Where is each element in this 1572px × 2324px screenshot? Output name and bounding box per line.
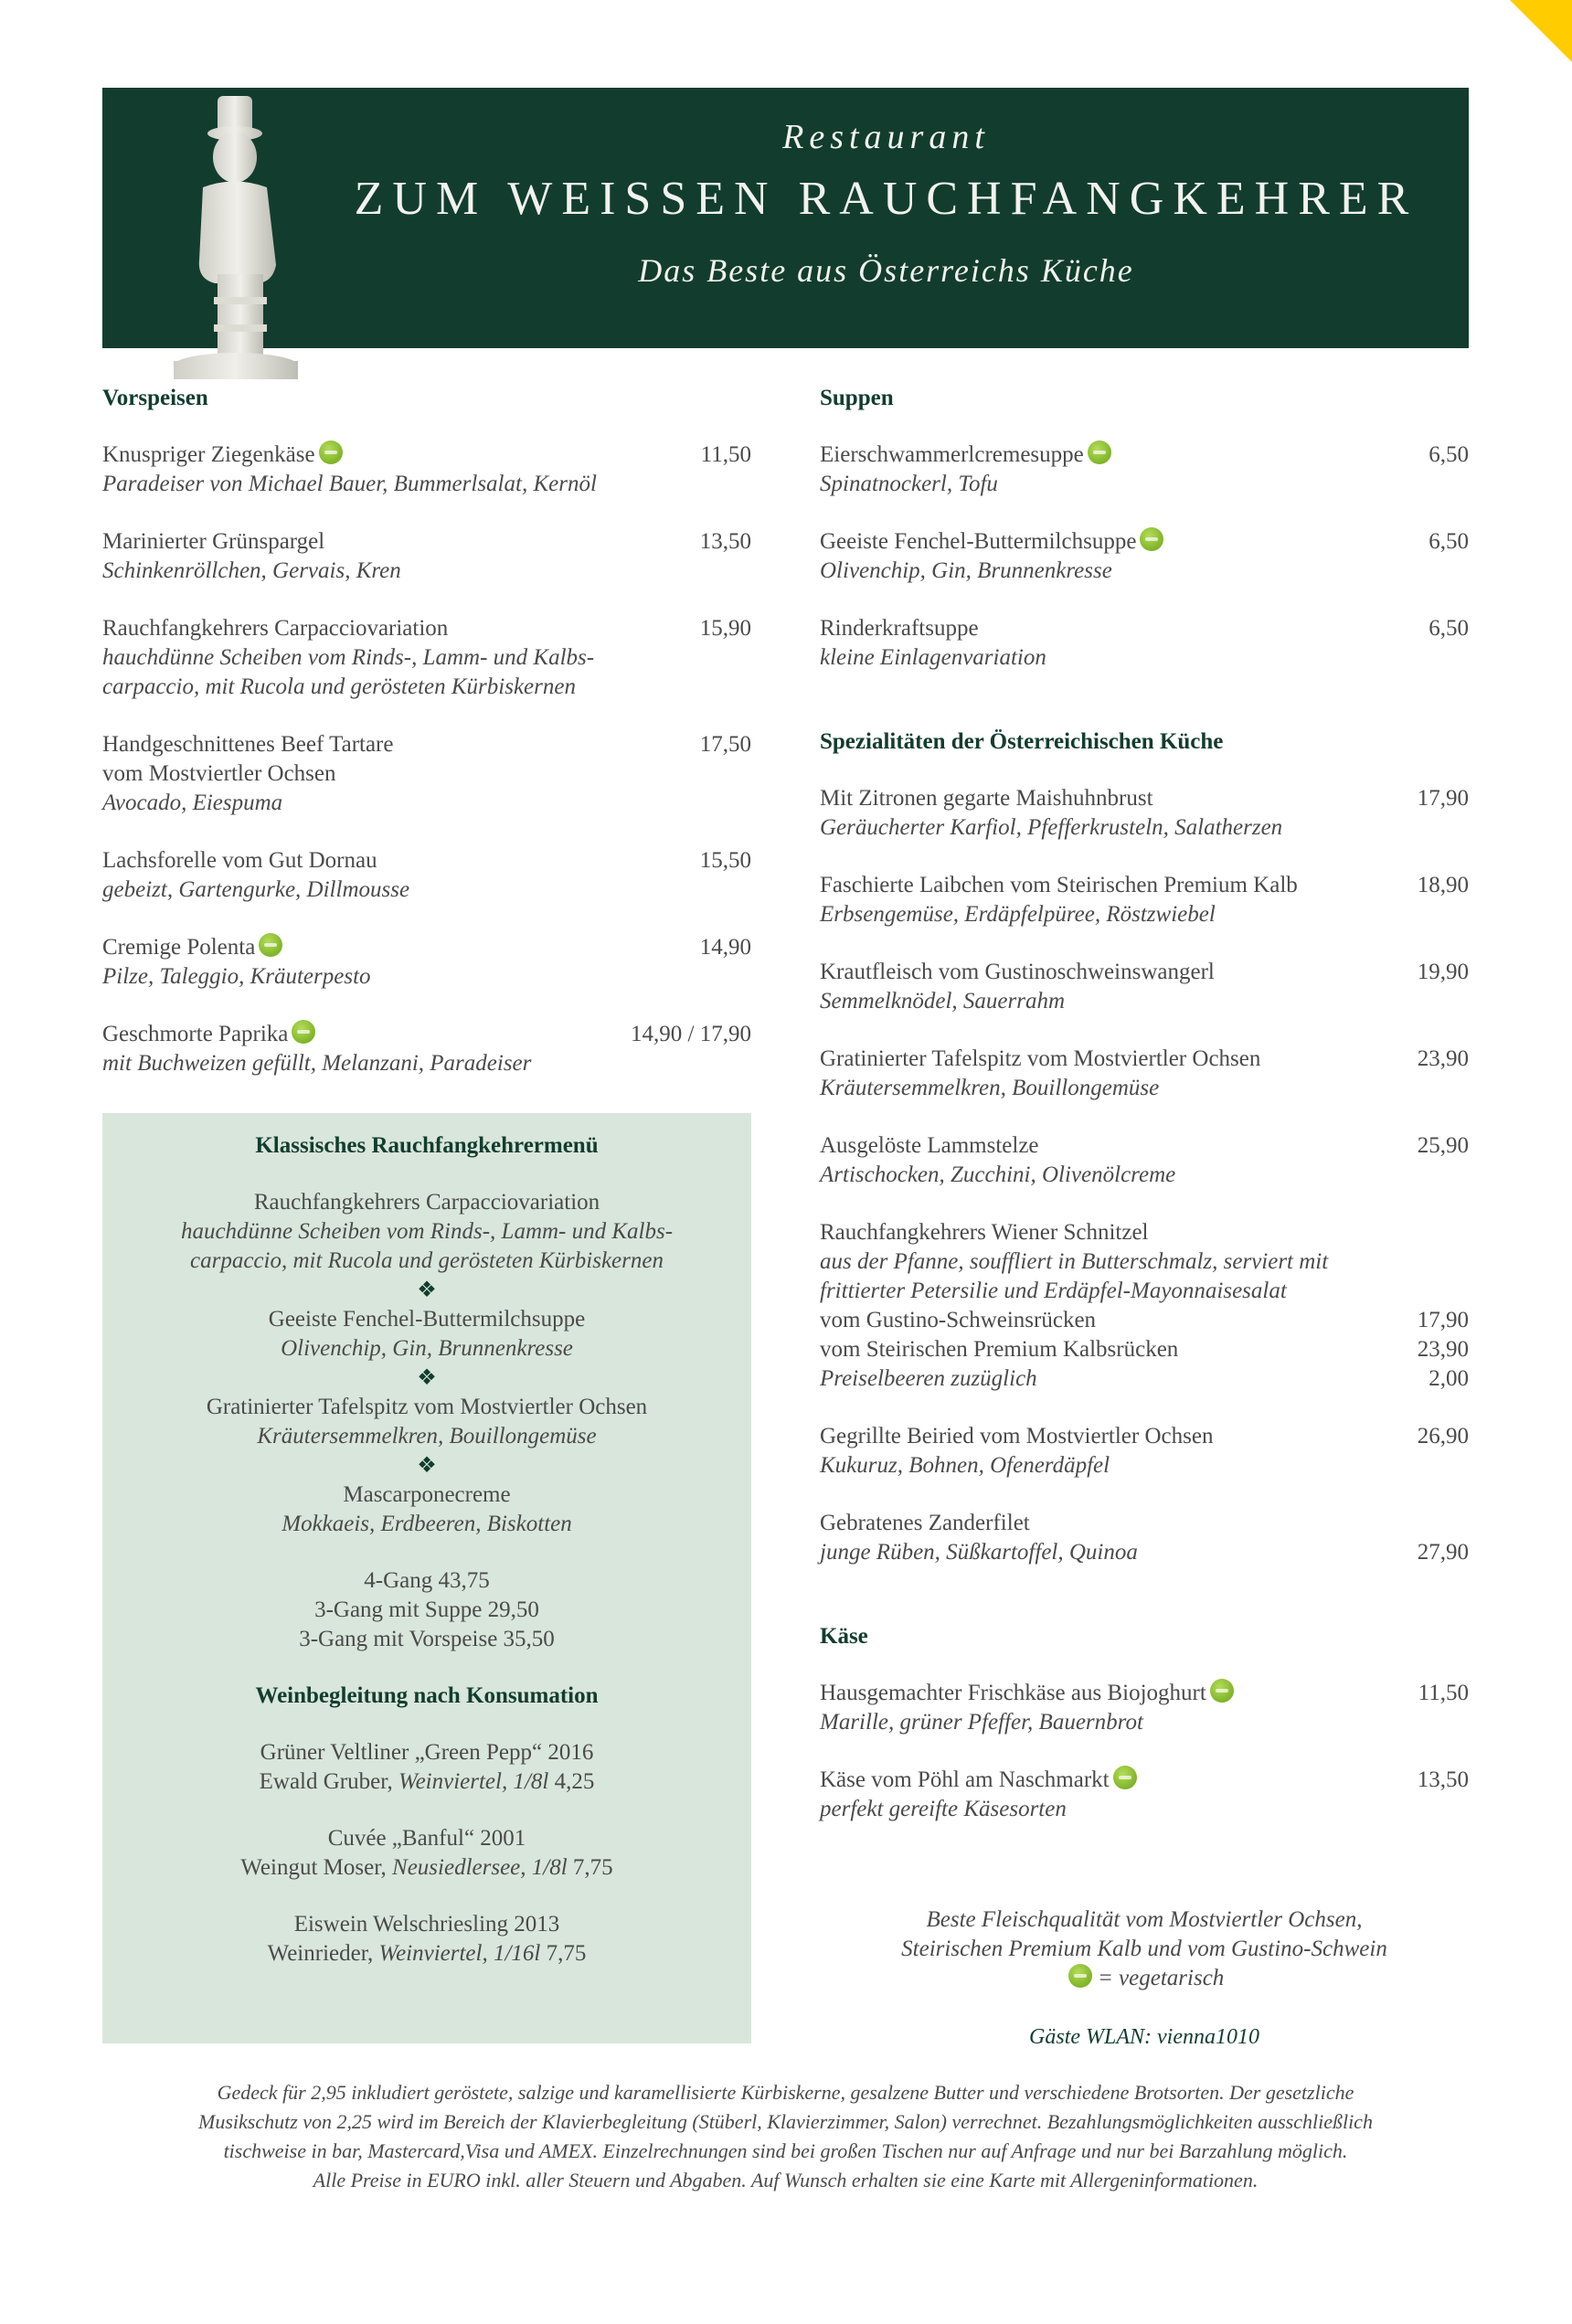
item-description: Kräutersemmelkren, Bouillongemüse [820,1076,1160,1100]
item-name: Knuspriger Ziegenkäse [102,442,315,467]
item-description: hauchdünne Scheiben vom Rinds-, Lamm- und Kalbs- [102,645,595,670]
left-column [102,384,751,1107]
wine-title: Weinbegleitung nach Konsumation [255,1683,599,1708]
course-description: Mokkaeis, Erdbeeren, Biskotten [281,1512,572,1536]
header-subtitle: Das Beste aus Österreichs Küche [638,252,1134,289]
item-price: 13,50 [699,529,751,554]
item-name: Geeiste Fenchel-Buttermilchsuppe [820,529,1137,554]
set-menu-box [102,1113,751,2043]
item-description: carpaccio, mit Rucola und gerösteten Kürbiskernen [102,674,576,699]
set-menu-price: 3-Gang mit Vorspeise 35,50 [299,1627,555,1651]
item-name: Cremige Polenta [102,935,256,960]
menu-item [820,1131,1469,1190]
menu-item [102,730,751,818]
item-price: 14,90 [699,935,751,960]
item-price: 25,90 [1417,1133,1469,1158]
vegetarian-icon [319,440,343,464]
menu-item [820,1509,1469,1567]
item-name: Rinderkraftsuppe [820,616,979,641]
ornament-icon: ❖ [417,1454,437,1478]
item-name: Handgeschnittenes Beef Tartare [102,732,394,757]
wine-detail [102,1767,751,1797]
footer-line: Alle Preise in EURO inkl. aller Steuern und Abgaben. Auf Wunsch erhalten sie eine Karte mit Allergeninformationen. [313,2169,1259,2191]
item-price: 27,90 [1417,1540,1469,1565]
variant-price: 17,90 [1417,1308,1469,1332]
menu-item [820,958,1469,1016]
item-price: 15,50 [699,848,751,873]
footer-line: Gedeck für 2,95 inkludiert geröstete, salzige und karamellisierte Kürbiskerne, gesalzene Butter und verschiedene Brotsorten. Der gesetzliche [217,2081,1354,2104]
item-name: Hausgemachter Frischkäse aus Biojoghurt [820,1681,1206,1705]
item-name: Käse vom Pöhl am Naschmarkt [820,1767,1110,1792]
item-name: Geschmorte Paprika [102,1022,289,1046]
menu-item [102,846,751,905]
menu-item-schnitzel [820,1218,1469,1394]
item-description: Geräucherter Karfiol, Pfefferkrusteln, Salatherzen [820,815,1283,840]
item-price: 23,90 [1417,1046,1469,1071]
set-menu-price: 4-Gang 43,75 [364,1568,490,1593]
vegetarian-icon [292,1020,315,1044]
menu-item [102,527,751,586]
item-name: Gratinierter Tafelspitz vom Mostviertler Ochsen [820,1046,1261,1071]
wine-region: Neusiedlersee, 1/8l [392,1855,568,1880]
variant-label: vom Steirischen Premium Kalbsrücken [820,1337,1179,1362]
menu-item [820,1422,1469,1480]
vegetarian-icon [1088,440,1111,464]
course-name: Gratinierter Tafelspitz vom Mostviertler Ochsen [206,1395,648,1419]
item-name: Krautfleisch vom Gustinoschweinswangerl [820,960,1215,984]
right-column [820,384,1469,1852]
item-price: 14,90 / 17,90 [631,1022,751,1046]
header-restaurant-label: Restaurant [782,118,990,156]
item-description: Schinkenröllchen, Gervais, Kren [102,558,401,583]
ornament-icon: ❖ [417,1366,437,1390]
note-line: Beste Fleischqualität vom Mostviertler Ochsen, [926,1907,1363,1932]
menu-item [820,1679,1469,1737]
course-description: Olivenchip, Gin, Brunnenkresse [281,1336,573,1361]
section-title-suppen: Suppen [820,386,894,410]
menu-item [820,1766,1469,1824]
wine-region: Weinviertel, 1/16l [378,1941,541,1966]
menu-item [102,614,751,702]
menu-item [102,440,751,499]
wine-name: Grüner Veltliner „Green Pepp“ 2016 [260,1740,594,1765]
ornament-icon: ❖ [417,1279,437,1302]
item-description: kleine Einlagenvariation [820,645,1046,670]
wine-price: 4,25 [548,1769,595,1794]
item-description: Semmelknödel, Sauerrahm [820,989,1065,1013]
item-name: Rauchfangkehrers Wiener Schnitzel [820,1220,1149,1245]
item-name: Eierschwammerlcremesuppe [820,442,1084,467]
footer-line: Musikschutz von 2,25 wird im Bereich der Klavierbegleitung (Stüberl, Klavierzimmer, Salon) verrechnet. Bezahlungsmöglichkeiten ausschließlich [198,2110,1373,2133]
veg-legend-text: = vegetarisch [1097,1966,1225,1990]
wine-name: Cuvée „Banful“ 2001 [327,1826,526,1851]
section-title-spezialitaeten: Spezialitäten der Österreichischen Küche [820,729,1224,754]
item-name-line2: vom Mostviertler Ochsen [102,761,336,786]
item-price: 11,50 [1418,1681,1469,1705]
item-price: 11,50 [700,442,751,467]
menu-item [102,933,751,992]
wine-price: 7,75 [546,1941,587,1966]
menu-item [820,527,1469,586]
item-price: 18,90 [1417,873,1469,897]
item-description: mit Buchweizen gefüllt, Melanzani, Paradeiser [102,1051,532,1076]
wine-detail [102,1853,751,1883]
vegetarian-icon [259,933,282,957]
wine-price: 7,75 [567,1855,613,1880]
variant-row [820,1335,1469,1364]
item-description: Spinatnockerl, Tofu [820,472,998,496]
page-corner-fold [1510,0,1572,62]
course-name: Mascarponecreme [343,1482,511,1507]
item-price: 26,90 [1417,1424,1469,1449]
variant-label: vom Gustino-Schweinsrücken [820,1308,1097,1332]
section-title-vorspeisen: Vorspeisen [102,386,208,410]
item-price: 6,50 [1429,616,1469,641]
item-price: 6,50 [1429,529,1469,554]
wlan-info: Gäste WLAN: vienna1010 [1029,2025,1259,2049]
item-name: Mit Zitronen gegarte Maishuhnbrust [820,786,1153,811]
item-description: Marille, grüner Pfeffer, Bauernbrot [820,1710,1143,1735]
vegetarian-icon [1113,1766,1137,1789]
item-price: 19,90 [1417,960,1469,984]
course-description: hauchdünne Scheiben vom Rinds-, Lamm- und Kalbs- [180,1219,674,1244]
wine-producer: Ewald Gruber, [259,1769,393,1794]
footer-line: tischweise in bar, Mastercard,Visa und AMEX. Einzelrechnungen sind bei großen Tischen nur auf Anfrage und nur bei Barzahlung möglich. [223,2139,1348,2162]
footer-notes [102,2078,1469,2195]
item-description: Paradeiser von Michael Bauer, Bummerlsalat, Kernöl [102,472,597,496]
menu-item [820,440,1469,499]
item-description: frittierter Petersilie und Erdäpfel-Mayonnaisesalat [820,1279,1287,1303]
note-line: Steirischen Premium Kalb und vom Gustino-Schwein [901,1937,1387,1961]
item-price: 6,50 [1429,442,1469,467]
course-name: Geeiste Fenchel-Buttermilchsuppe [268,1307,586,1332]
course-description: carpaccio, mit Rucola und gerösteten Kürbiskernen [190,1248,664,1273]
course-name: Rauchfangkehrers Carpacciovariation [253,1190,600,1215]
item-description: gebeizt, Gartengurke, Dillmousse [102,877,410,902]
menu-item [820,784,1469,843]
wine-name: Eiswein Welschriesling 2013 [293,1912,560,1937]
item-price: 17,90 [1417,786,1469,811]
item-description: Olivenchip, Gin, Brunnenkresse [820,558,1112,583]
menu-item [820,1045,1469,1103]
set-menu-price: 3-Gang mit Suppe 29,50 [314,1597,539,1622]
wine-detail [102,1939,751,1969]
wine-producer: Weingut Moser, [240,1855,387,1880]
wine-producer: Weinrieder, [267,1941,374,1966]
course-description: Kräutersemmelkren, Bouillongemüse [257,1424,597,1449]
item-name: Marinierter Grünspargel [102,529,325,554]
restaurant-name: ZUM WEISSEN RAUCHFANGKEHRER [354,173,1418,225]
variant-row [820,1364,1469,1394]
item-name: Ausgelöste Lammstelze [820,1133,1039,1158]
vegetarian-icon [1068,1964,1092,1988]
item-price: 17,50 [699,732,751,757]
vegetarian-icon [1210,1679,1234,1703]
item-description: aus der Pfanne, souffliert in Butterschmalz, serviert mit [820,1249,1329,1274]
menu-item [820,871,1469,929]
variant-price: 2,00 [1429,1366,1469,1391]
item-name: Gegrillte Beiried vom Mostviertler Ochsen [820,1424,1214,1449]
item-name: Rauchfangkehrers Carpacciovariation [102,616,449,641]
menu-item [102,1020,751,1078]
veg-legend [820,1964,1469,1993]
wine-region: Weinviertel, 1/8l [398,1769,549,1794]
item-price: 15,90 [699,616,751,641]
item-price: 13,50 [1417,1767,1469,1792]
variant-price: 23,90 [1417,1337,1469,1362]
item-description: Erbsengemüse, Erdäpfelpüree, Röstzwiebel [820,902,1216,927]
vegetarian-icon [1140,527,1163,551]
item-name: Lachsforelle vom Gut Dornau [102,848,377,873]
item-description: Artischocken, Zucchini, Olivenölcreme [820,1162,1176,1187]
item-name: Faschierte Laibchen vom Steirischen Premium Kalb [820,873,1298,897]
item-description: Pilze, Taleggio, Kräuterpesto [102,964,371,989]
notes-block [820,1905,1469,2052]
variant-row [820,1306,1469,1335]
item-name: Gebratenes Zanderfilet [820,1511,1030,1535]
item-description: Kukuruz, Bohnen, Ofenerdäpfel [820,1453,1110,1478]
variant-label: Preiselbeeren zuzüglich [820,1366,1037,1391]
item-description: junge Rüben, Süßkartoffel, Quinoa [820,1540,1138,1565]
item-description: Avocado, Eiespuma [102,791,283,815]
section-title-kaese: Käse [820,1624,868,1649]
menu-item [820,614,1469,673]
set-menu-title: Klassisches Rauchfangkehrermenü [255,1133,599,1158]
item-description: perfekt gereifte Käsesorten [820,1797,1067,1821]
